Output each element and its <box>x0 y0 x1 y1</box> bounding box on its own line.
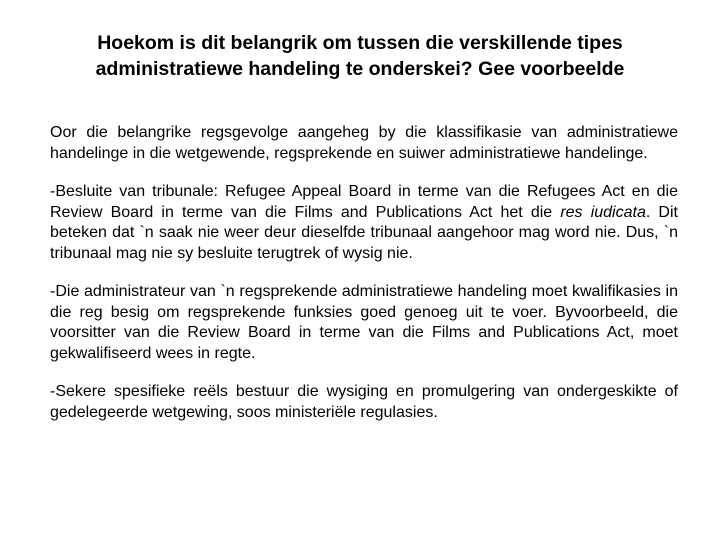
paragraph-administrator: -Die administrateur van `n regsprekende administratiewe handeling moet kwalifikasies in die reg besig om regsprekende funksies goed genoeg uit te voer. Byvoorbeeld, die voorsitter van die Review Board in terme van die Films and Publications Act, moet gekwalifiseerd wees in regte. <box>50 283 678 362</box>
paragraph-tribunals-text-start: -Besluite van tribunale: Refugee Appeal Board in terme van die Refugees Act en die Review Board in terme van die Films and Publications Act het die <box>50 183 678 221</box>
paragraph-tribunals-text-end: . Dit beteken dat `n saak nie weer deur dieselfde tribunaal aangehoor mag word nie. Dus, `n tribunaal mag nie sy besluite terugtrek of wysig nie. <box>50 203 678 262</box>
paragraph-tribunals-italic-term: res iudicata <box>560 203 646 221</box>
paragraph-intro: Oor die belangrike regsgevolge aangeheg by die klassifikasie van administratiewe handelinge in die wetgewende, regsprekende en suiwer administratiewe handelinge. <box>50 124 678 162</box>
paragraph-tribunals <box>50 182 678 264</box>
slide-title: Hoekom is dit belangrik om tussen die verskillende tipes administratiewe handeling te onderskei? Gee voorbeelde <box>95 32 625 80</box>
paragraph-legislation: -Sekere spesifieke reëls bestuur die wysiging en promulgering van ondergeskikte of gedelegeerde wetgewing, soos ministeriële regulasies. <box>50 383 678 421</box>
slide-body <box>50 123 678 423</box>
